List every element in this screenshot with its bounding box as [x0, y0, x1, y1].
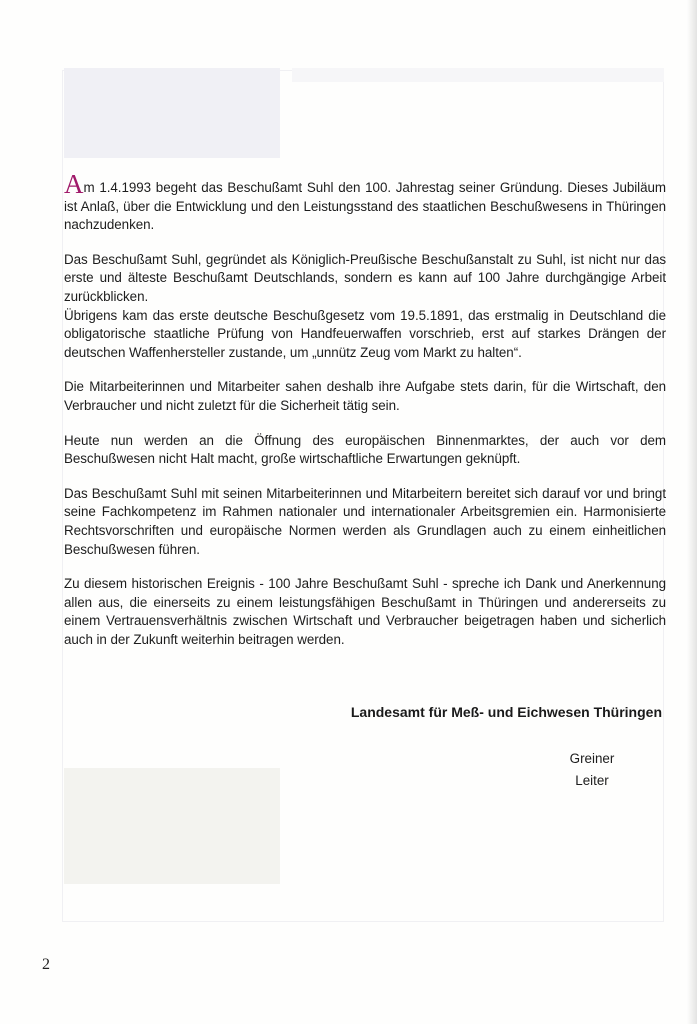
signer-title: Leiter: [575, 773, 609, 788]
paragraph-7: Zu diesem historischen Ereignis - 100 Jahre Beschußamt Suhl - spreche ich Dank und Anerkennung allen aus, die einerseits zu einem leistungsfähigen Beschußamt in Thüringen und andererseits zu einem Vertrauensverhältnis zwischen Wirtschaft und Verbraucher beigetragen haben und sicherlich auch in der Zukunft weiterhin beitragen werden.: [64, 576, 666, 647]
paragraph-5: Heute nun werden an die Öffnung des europäischen Binnenmarktes, der auch vor dem Beschußwesen nicht Halt macht, große wirtschaftliche Erwartungen geknüpft.: [64, 432, 666, 467]
paragraph-4: Die Mitarbeiterinnen und Mitarbeiter sahen deshalb ihre Aufgabe stets darin, für die Wirtschaft, den Verbraucher und nicht zuletzt für die Sicherheit tätig sein.: [64, 379, 666, 413]
paragraph-2: Das Beschußamt Suhl, gegründet als Königlich-Preußische Beschußanstalt zu Suhl, ist nicht nur das erste und älteste Beschußamt Deutschlands, sondern es kann auf 100 Jahre durchgängige Arbeit zurückblicken.: [64, 251, 666, 304]
paragraph-1: [64, 169, 666, 235]
paragraph-6: Das Beschußamt Suhl mit seinen Mitarbeiterinnen und Mitarbeitern bereitet sich darauf vor und bringt seine Fachkompetenz im Rahmen nationaler und internationaler Arbeitsgremien ein. Harmonisierte Rechtsvorschriften und europäische Normen werden als Grundlagen auch zu einem einheitlichen Beschußwesen führen.: [64, 485, 666, 557]
page-number: 2: [42, 956, 50, 973]
signature-organization: Landesamt für Meß- und Eichwesen Thüringen: [350, 704, 662, 720]
signer-name: Greiner: [569, 751, 615, 766]
paragraph-1-text: m 1.4.1993 begeht das Beschußamt Suhl den 100. Jahrestag seiner Gründung. Dieses Jubiläum ist Anlaß, über die Entwicklung und den Leistungsstand des staatlichen Beschußwesens in Thüringen nachzudenken.: [64, 180, 666, 233]
showthrough-image-top: [64, 68, 280, 158]
paragraph-3: Übrigens kam das erste deutsche Beschußgesetz vom 19.5.1891, das erstmalig in Deutschland die obligatorische staatliche Prüfung von Handfeuerwaffen vorschrieb, erst auf starkes Drängen der deutschen Waffenhersteller zustande, um „unnütz Zeug vom Markt zu halten“.: [64, 307, 666, 360]
dropcap-letter: A: [64, 169, 84, 199]
showthrough-image-bottom: [64, 768, 280, 884]
showthrough-band-top: [292, 68, 664, 82]
page-edge-shadow: [687, 0, 697, 1024]
signature-block: [562, 748, 622, 792]
letter-body: [64, 169, 666, 665]
